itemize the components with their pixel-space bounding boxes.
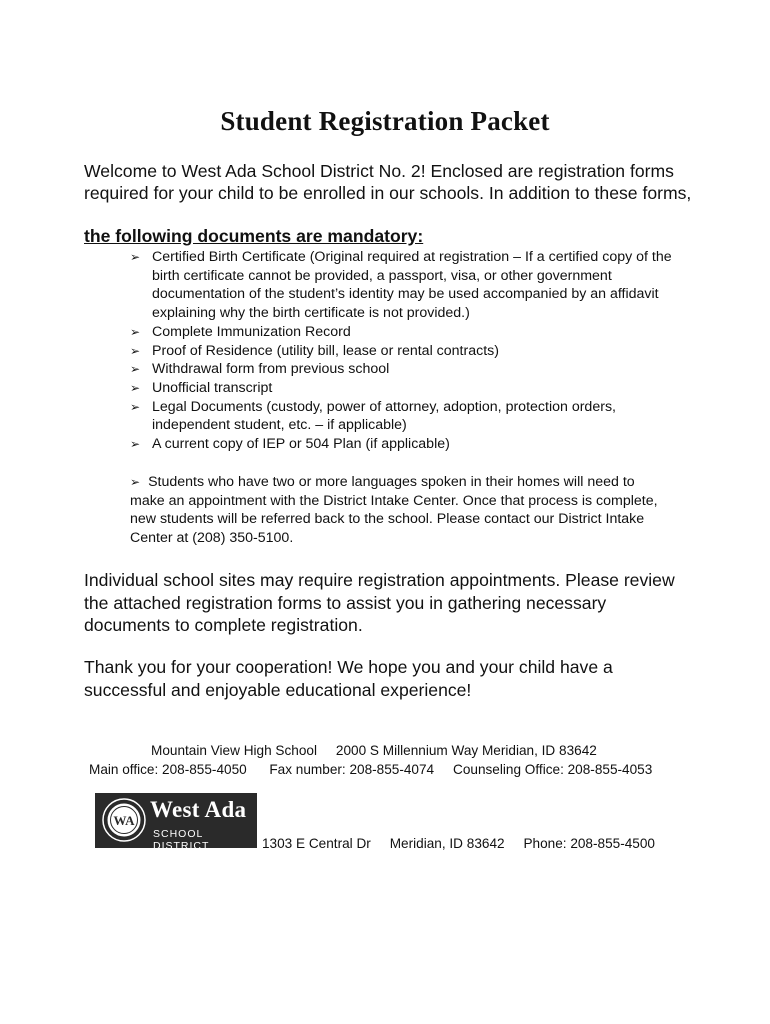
- list-item-text: Withdrawal form from previous school: [152, 361, 390, 378]
- list-item-text: A current copy of IEP or 504 Plan (if applicable): [152, 436, 450, 453]
- thanks-paragraph: Thank you for your cooperation! We hope you and your child have a successful and enjoyable educational experience!: [84, 657, 613, 700]
- appointments-paragraph: Individual school sites may require registration appointments. Please review the attached registration forms to assist you in gathering necessary documents to complete registration.: [84, 570, 675, 635]
- list-item: [130, 323, 690, 342]
- school-address: 2000 S Millennium Way Meridian, ID 83642: [335, 743, 597, 758]
- list-item-text: Proof of Residence (utility bill, lease or rental contracts): [152, 342, 499, 359]
- list-item: [130, 435, 690, 454]
- arrow-bullet-icon: ➢: [130, 343, 141, 358]
- arrow-bullet-icon: ➢: [130, 399, 141, 414]
- district-phone: Phone: 208-855-4500: [523, 836, 655, 851]
- list-item-text: Certified Birth Certificate (Original required at registration – If a certified copy of the birth certificate cannot be provided, a passport, visa, or other government documentation of the student’s identity may be used accompanied by an affidavit explaining why the birth certificate is not provided.): [152, 249, 672, 322]
- school-name-address: [151, 743, 597, 758]
- list-item: [130, 398, 690, 435]
- list-item: [130, 342, 690, 361]
- page-title: Student Registration Packet: [220, 106, 550, 136]
- fax-number: Fax number: 208-855-4074: [269, 762, 435, 777]
- list-item: [130, 360, 690, 379]
- district-city: Meridian, ID 83642: [389, 836, 505, 851]
- counseling-phone: Counseling Office: 208-855-4053: [453, 762, 653, 777]
- logo-name: West Ada: [150, 797, 247, 822]
- arrow-bullet-icon: ➢: [130, 362, 141, 377]
- arrow-bullet-icon: ➢: [130, 324, 141, 339]
- district-seal-icon: [101, 797, 147, 843]
- logo-subtitle: SCHOOL DISTRICT: [153, 828, 210, 848]
- school-contact-numbers: [89, 762, 652, 777]
- arrow-bullet-icon: ➢: [130, 250, 141, 264]
- list-item: [130, 379, 690, 398]
- list-item-text: Complete Immunization Record: [152, 323, 351, 340]
- district-logo: [95, 793, 257, 848]
- list-item-text: Unofficial transcript: [152, 379, 273, 396]
- mandatory-documents-list: [130, 248, 690, 454]
- school-name: Mountain View High School: [151, 743, 317, 758]
- district-address: [262, 836, 655, 851]
- list-item: [130, 248, 690, 323]
- seal-text: WA: [113, 813, 135, 828]
- intro-paragraph: Welcome to West Ada School District No. 2! Enclosed are registration forms required for your child to be enrolled in our schools. In addition to these forms,: [84, 161, 692, 203]
- main-office-phone: Main office: 208-855-4050: [89, 762, 247, 777]
- mandatory-heading: the following documents are mandatory:: [84, 226, 424, 246]
- arrow-bullet-icon: ➢: [130, 380, 141, 395]
- list-item-text: Legal Documents (custody, power of attorney, adoption, protection orders, independent student, etc. – if applicable): [152, 398, 616, 434]
- intake-center-note: [130, 473, 670, 548]
- arrow-bullet-icon: ➢: [130, 437, 141, 452]
- district-street: 1303 E Central Dr: [262, 836, 371, 851]
- intake-note-text: Students who have two or more languages spoken in their homes will need to make an appointment with the District Intake Center. Once that process is complete, new students will be referred back to the school. Please contact our District Intake Center at (208) 350-5100.: [130, 474, 658, 547]
- arrow-bullet-icon: ➢: [130, 475, 141, 489]
